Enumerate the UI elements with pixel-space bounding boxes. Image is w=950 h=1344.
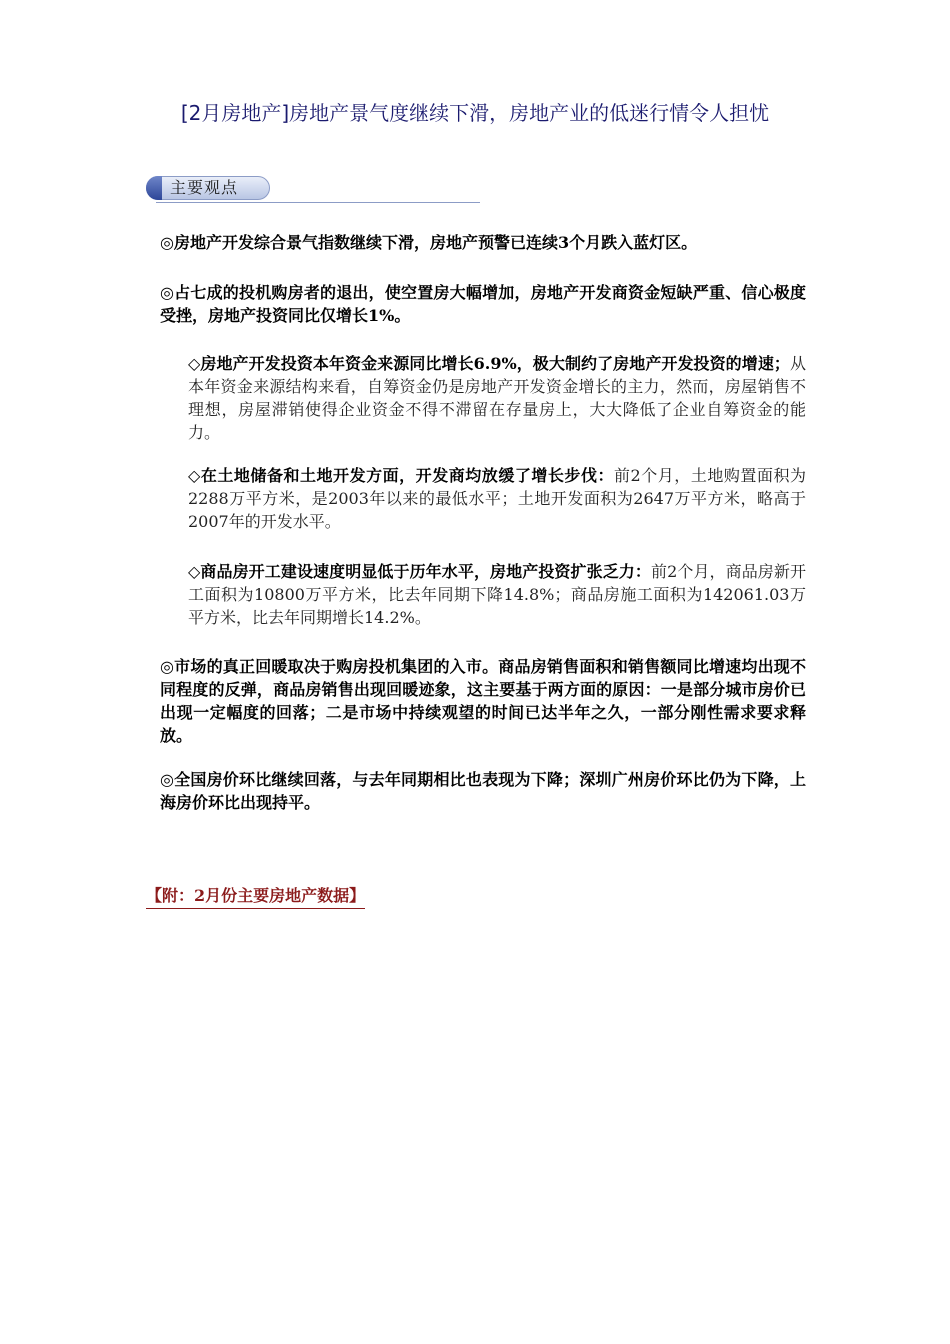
sub-point-lead: ◇在土地储备和土地开发方面，开发商均放缓了增长步伐：: [188, 466, 615, 485]
point-paragraph: ◎占七成的投机购房者的退出，使空置房大幅增加，房地产开发商资金短缺严重、信心极度受挫，房地产投资同比仅增长1%。: [160, 283, 806, 325]
sub-point-lead: ◇房地产开发投资本年资金来源同比增长6.9%，极大制约了房地产开发投资的增速；: [188, 354, 790, 373]
sub-point-paragraph: [188, 464, 806, 533]
badge-label: 主要观点: [170, 178, 239, 197]
sub-point-paragraph: [188, 352, 806, 444]
point-paragraph: ◎市场的真正回暖取决于购房投机集团的入市。商品房销售面积和销售额同比增速均出现不同程度的反弹，商品房销售出现回暖迹象，这主要基于两方面的原因：一是部分城市房价已出现一定幅度的回落；二是市场中持续观望的时间已达半年之久，一部分刚性需求要求释放。: [160, 657, 806, 745]
sub-point-body: 从本年资金来源结构来看，自筹资金仍是房地产开发资金增长的主力，然而，房屋销售不理想，房屋滞销使得企业资金不得不滞留在存量房上，大大降低了企业自筹资金的能力。: [188, 354, 806, 442]
sub-point-body: 前2个月，土地购置面积为2288万平方米，是2003年以来的最低水平；土地开发面积为2647万平方米，略高于2007年的开发水平。: [188, 466, 806, 531]
appendix-heading: 【附：2月份主要房地产数据】: [146, 885, 365, 909]
sub-point-lead: ◇商品房开工建设速度明显低于历年水平，房地产投资扩张乏力：: [188, 562, 651, 581]
section-badge-main-points: [146, 176, 480, 206]
sub-point-body: 前2个月，商品房新开工面积为10800万平方米，比去年同期下降14.8%；商品房施工面积为142061.03万平方米，比去年同期增长14.2%。: [188, 562, 806, 627]
sub-point-paragraph: [188, 560, 806, 629]
page-title: [2月房地产]房地产景气度继续下滑，房地产业的低迷行情令人担忧: [180, 101, 770, 125]
badge-cap-icon: [146, 176, 162, 200]
badge-underline: [156, 202, 480, 203]
point-paragraph: ◎房地产开发综合景气指数继续下滑，房地产预警已连续3个月跌入蓝灯区。: [160, 233, 698, 252]
point-paragraph: ◎全国房价环比继续回落，与去年同期相比也表现为下降；深圳广州房价环比仍为下降，上海房价环比出现持平。: [160, 770, 806, 812]
